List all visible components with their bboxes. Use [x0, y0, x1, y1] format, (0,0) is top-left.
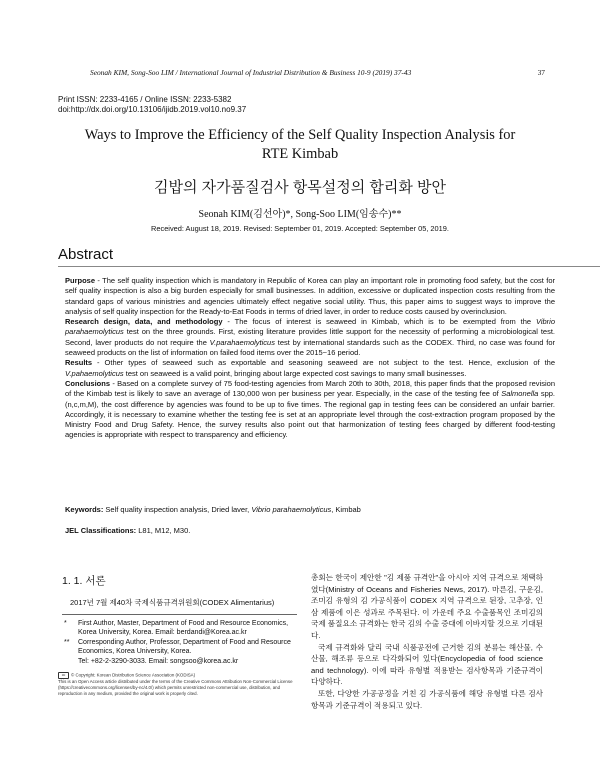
- page-number: 37: [537, 68, 545, 77]
- keywords-line: [65, 505, 555, 514]
- copyright-line: [58, 672, 293, 679]
- issn-line: Print ISSN: 2233-4165 / Online ISSN: 2233-5382: [58, 95, 232, 104]
- footnote-text: First Author, Master, Department of Food and Resource Economics, Korea University, Korea. Email: berdandi@Korea.ac.kr: [78, 620, 289, 637]
- design-text-3: test by international standards such as the CODEX. Third, no case was found for seaweed products on the list of information on failed food items over the 2015~16 period.: [65, 337, 555, 358]
- keywords-text-2: , Kimbab: [331, 505, 361, 514]
- footnote-divider: [62, 614, 297, 615]
- footnote-marker: **: [64, 638, 70, 646]
- body-paragraph: 국제 규격화와 달리 국내 식품공전에 근거한 김의 분류는 해산물, 수산물, 해조류 등으로 다각화되어 있다(Encyclopedia of food science and technology). 이에 따라 유형별 적용받는 검사항목과 기준규격이 다양하다.: [311, 642, 543, 687]
- conclusions-label: Conclusions: [65, 378, 111, 388]
- design-label: Research design, data, and methodology: [65, 317, 223, 327]
- abstract-design: [65, 317, 555, 358]
- design-text-2: test on the three grounds. First, existing literature provides little support for the necessity of performing a microbiological test. Second, laver products do not require the: [65, 327, 555, 347]
- copyright-notice: [58, 672, 293, 697]
- results-label: Results: [65, 358, 93, 368]
- footnotes: [62, 619, 294, 666]
- abstract-heading: Abstract: [58, 246, 114, 263]
- title-line-1: Ways to Improve the Efficiency of the Self Quality Inspection Analysis for: [84, 127, 516, 143]
- design-italic-2: V.parahaemolyticus: [209, 337, 275, 347]
- abstract-body: [65, 276, 555, 441]
- body-paragraph: 총회는 한국이 제안한 "김 제품 규격안"을 아시아 지역 규격으로 채택하였다(Ministry of Oceans and Fisheries News, 2017). 마른김, 구운김, 조미김 유형의 김 가공식품이 CODEX 지역 규격으로 된장, 고추장, 인삼 제품에 이은 성과로 주목된다. 이 가운데 주요 수출품목인 조미김의 국제 품질요소 규격화는 한국 김의 수출 증대에 이바지할 것으로 기대된다.: [311, 573, 543, 640]
- results-italic: V.pahaemolyticus: [65, 368, 124, 378]
- purpose-text: - The self quality inspection which is mandatory in Republic of Korea can play an important role in promoting food safety, but the cost for self quality inspection is also a big burden especially for small businesses. In addition, excessive or duplicated inspection costs resulting from the standard gaps of various ministries and agencies ultimately effect negative social utility. Thus, this paper aims to suggest ways to improve the analysis of self quality inspection for the Ready-to-Eat Foods in terms of dried laver, in order to reduce costs caused by overinclusion.: [65, 276, 555, 316]
- paper-title-english: [50, 126, 550, 164]
- paper-title-korean: 김밥의 자가품질검사 항목설정의 합리화 방안: [154, 179, 446, 196]
- conclusions-italic: Salmonella: [501, 389, 539, 399]
- abstract-divider: [58, 266, 600, 267]
- creative-commons-icon: cc: [58, 672, 69, 679]
- footnote-corresponding-author: [62, 638, 294, 657]
- results-text-2: test on seaweed is a valid point, bringing about large expected cost savings to many small businesses.: [123, 368, 467, 378]
- design-text-1: - The focus of interest is seaweed in Kimbab, which is to be exempted from the: [222, 317, 536, 327]
- results-text-1: - Other types of seaweed such as exportable and seasoning seaweed are not subject to the test. Hence, exclusion of the: [92, 358, 555, 368]
- footnote-marker: *: [64, 620, 67, 627]
- keywords-text-1: Self quality inspection analysis, Dried laver,: [103, 505, 252, 514]
- section-heading-introduction: 1. 1. 서론: [62, 575, 106, 587]
- jel-label: JEL Classifications:: [65, 526, 137, 535]
- running-title: Seonah KIM, Song-Soo LIM / International Journal of Industrial Distribution & Business 10-9 (2019) 37-43: [90, 68, 412, 77]
- copyright-holder: © Copyright: Korean Distribution Science Association (KODISA): [71, 672, 196, 678]
- footnote-text: Tel: +82-2-3290-3033. Email: songsoo@korea.ac.kr: [78, 657, 239, 665]
- purpose-label: Purpose: [65, 276, 96, 285]
- jel-text: L81, M12, M30.: [136, 526, 191, 535]
- design-italic-1: Vibrio parahaemolyticus: [65, 317, 556, 337]
- right-column-body: [311, 572, 543, 711]
- license-text: This is an Open Access article distributed under the terms of the Creative Commons Attribution Non-Commercial License (https://creativecommons.org/licenses/by-nc/4.0/) which permits unrestricted non-commercial use, distribution, and reproduction in any medium, provided the original work is properly cited.: [58, 679, 293, 696]
- abstract-conclusions: [65, 379, 555, 441]
- keywords-italic: Vibrio parahaemolyticus: [251, 505, 332, 514]
- title-line-2: RTE Kimbab: [261, 146, 339, 162]
- conclusions-text-1: - Based on a complete survey of 75 food-testing agencies from March 20th to 30th, 2018, this paper finds that the proposed revision of the Kimbab test is likely to save an average of 130,000 won per business per year. Especially, in the case of the testing fee of: [65, 378, 555, 399]
- body-paragraph: 또한, 다양한 가공공정을 거친 김 가공식품에 해당 유형별 다른 검사항목과 기준규격이 적용되고 있다.: [311, 688, 543, 710]
- running-header: [90, 68, 545, 77]
- doi-line: doi:http://dx.doi.org/10.13106/ijidb.2019.vol10.no9.37: [58, 105, 247, 114]
- keywords-label: Keywords:: [65, 505, 104, 514]
- footnote-first-author: [62, 619, 294, 638]
- abstract-results: [65, 358, 555, 379]
- issn-block: [58, 95, 246, 115]
- jel-line: [65, 526, 555, 535]
- submission-dates: Received: August 18, 2019. Revised: September 01, 2019. Accepted: September 05, 2019.: [151, 224, 449, 233]
- introduction-first-line: 2017년 7월 제40차 국제식품규격위원회(CODEX Alimentarius): [70, 598, 275, 607]
- author-line: Seonah KIM(김선아)*, Song-Soo LIM(임송수)**: [198, 209, 402, 220]
- conclusions-text-2: spp.(n,c,m,M), the cost difference by agencies was found to be up to five times. The regional gap in testing fees can be considered an unfair barrier. Accordingly, it is necessary to examine whether the testing fee is set at an appropriate level through the cost-extraction program proposed by the Ministry Food and Drug Safety. Hence, the survey results also point out that harmonization of testing fees charged by different food-testing agencies is appropriate with respect to transparency and efficiency.: [65, 389, 555, 440]
- footnote-text: Corresponding Author, Professor, Department of Food and Resource Economics, Korea University, Korea.: [78, 638, 291, 656]
- footnote-contact: [62, 657, 294, 666]
- abstract-purpose: [65, 276, 555, 317]
